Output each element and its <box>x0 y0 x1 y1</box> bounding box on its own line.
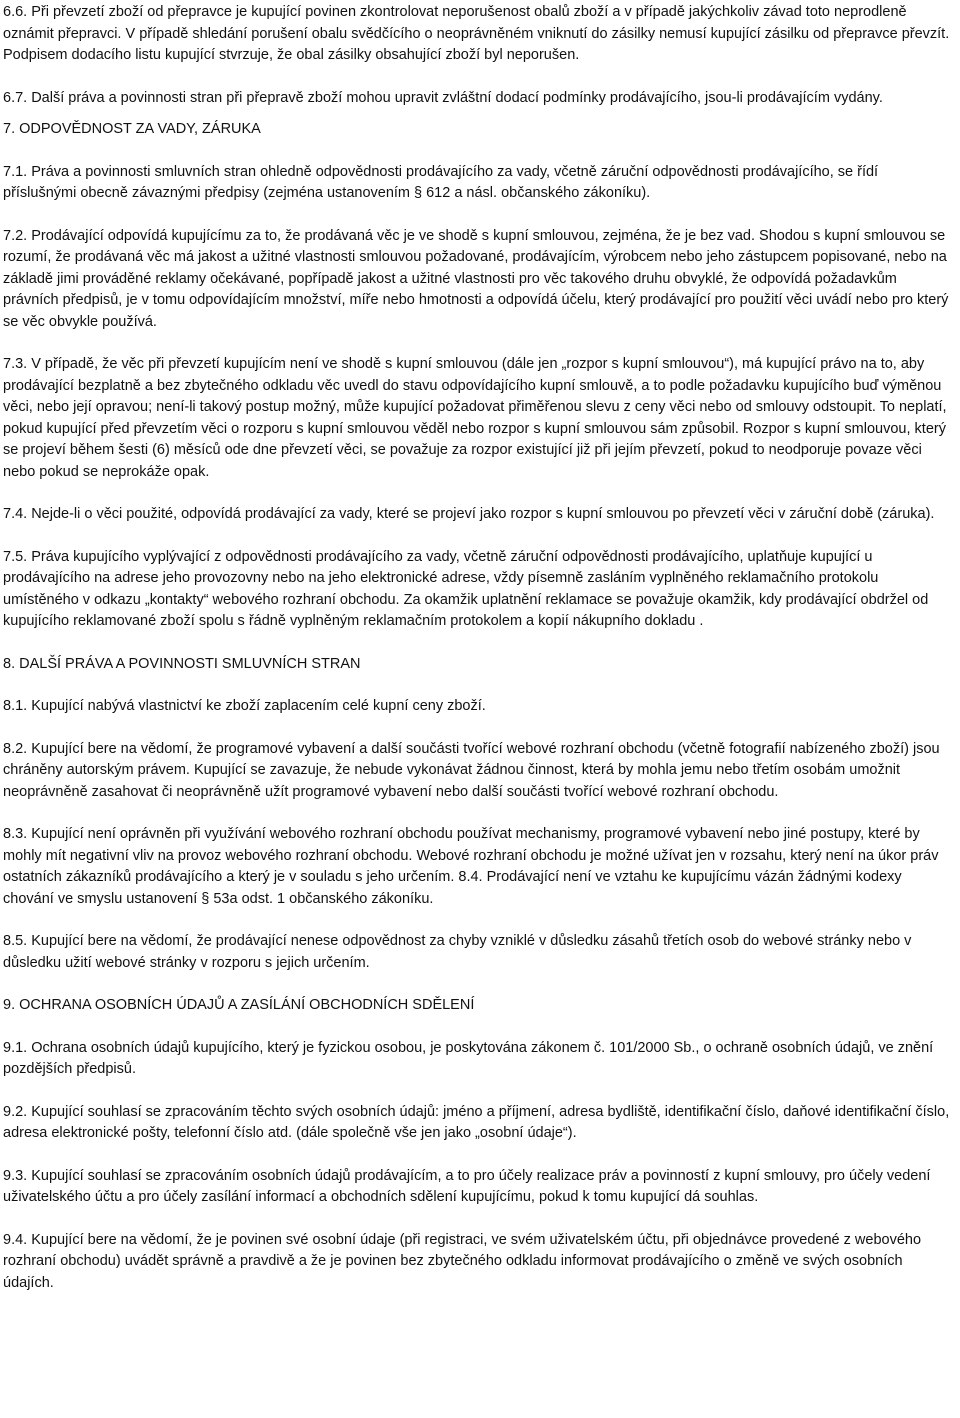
paragraph-8-5: 8.5. Kupující bere na vědomí, že prodávající nenese odpovědnost za chyby vzniklé v důsledku zásahů třetích osob do webové stránky nebo v důsledku užití webové stránky v rozporu s jejich určením. <box>3 933 912 971</box>
paragraph-9-4: 9.4. Kupující bere na vědomí, že je povinen své osobní údaje (při registraci, ve svém uživatelském účtu, při objednávce provedené z webového rozhraní obchodu) uvádět správně a pravdivě a že je povinen bez zbytečného odkladu informovat prodávajícího o změně ve svých osobních údajích. <box>3 1231 922 1291</box>
paragraph-7-5: 7.5. Práva kupujícího vyplývající z odpovědnosti prodávajícího za vady, včetně záruční odpovědnosti prodávajícího, uplatňuje kupující u prodávajícího na adrese jeho provozovny nebo na jeho elektronické adrese, vždy písemně zasláním vyplněného reklamačního protokolu umístěného v odkazu „kontakty“ webového rozhraní obchodu. Za okamžik uplatnění reklamace se považuje okamžik, kdy prodávající obdržel od kupujícího reklamované zboží spolu s řádně vyplněným reklamačním protokolem a kopií nákupního dokladu . <box>3 548 929 629</box>
paragraph-7-3: 7.3. V případě, že věc při převzetí kupujícím není ve shodě s kupní smlouvou (dále jen „rozpor s kupní smlouvou“), má kupující právo na to, aby prodávající bezplatně a bez zbytečného odkladu věc uvedl do stavu odpovídajícího kupní smlouvě, a to podle požadavku kupujícího buď výměnou věci, nebo její opravou; není-li takový postup možný, může kupující požadovat přiměřenou slevu z ceny věci nebo od smlouvy odstoupit. To neplatí, pokud kupující před převzetím věci o rozporu s kupní smlouvou věděl nebo rozpor s kupní smlouvou sám způsobil. Rozpor s kupní smlouvou, který se projeví během šesti (6) měsíců ode dne převzetí věci, se považuje za rozpor existující již při jejím převzetí, pokud to neodporuje povaze věci nebo pokud se neprokáže opak. <box>3 356 947 480</box>
paragraph-9-1: 9.1. Ochrana osobních údajů kupujícího, který je fyzickou osobou, je poskytována zákonem č. 101/2000 Sb., o ochraně osobních údajů, ve znění pozdějších předpisů. <box>3 1039 934 1077</box>
paragraph-9-2: 9.2. Kupující souhlasí se zpracováním těchto svých osobních údajů: jméno a příjmení, adresa bydliště, identifikační číslo, daňové identifikační číslo, adresa elektronické pošty, telefonní číslo atd. (dále společně vše jen jako „osobní údaje“). <box>3 1103 950 1141</box>
paragraph-8-1: 8.1. Kupující nabývá vlastnictví ke zboží zaplacením celé kupní ceny zboží. <box>3 698 486 714</box>
paragraph-6-6: 6.6. Při převzetí zboží od přepravce je kupující povinen zkontrolovat neporušenost obalů zboží a v případě jakýchkoliv závad toto neprodleně oznámit přepravci. V případě shledání porušení obalu svědčícího o neoprávněném vniknutí do zásilky nemusí kupující zásilku od přepravce převzít. Podpisem dodacího listu kupující stvrzuje, že obal zásilky obsahující zboží byl neporušen. <box>3 4 950 63</box>
paragraph-7-4: 7.4. Nejde-li o věci použité, odpovídá prodávající za vady, které se projeví jako rozpor s kupní smlouvou po převzetí věci v záruční době (záruka). <box>3 506 935 522</box>
paragraph-7-1: 7.1. Práva a povinnosti smluvních stran ohledně odpovědnosti prodávajícího za vady, včetně záruční odpovědnosti prodávajícího, se řídí příslušnými obecně závaznými předpisy (zejména ustanovením § 612 a násl. občanského zákoníku). <box>3 163 879 201</box>
section-heading-7: 7. ODPOVĚDNOST ZA VADY, ZÁRUKA <box>3 121 261 137</box>
section-heading-8: 8. DALŠÍ PRÁVA A POVINNOSTI SMLUVNÍCH STRAN <box>3 655 361 672</box>
paragraph-8-2: 8.2. Kupující bere na vědomí, že programové vybavení a další součásti tvořící webové rozhraní obchodu (včetně fotografií nabízeného zboží) jsou chráněny autorským právem. Kupující se zavazuje, že nebude vykonávat žádnou činnost, která by mohla jemu nebo třetím osobám umožnit neoprávněně zasahovat či neoprávněně užít programové vybavení nebo další součásti tvořící webové rozhraní obchodu. <box>3 740 940 800</box>
section-heading-9: 9. OCHRANA OSOBNÍCH ÚDAJŮ A ZASÍLÁNÍ OBCHODNÍCH SDĚLENÍ <box>3 997 475 1013</box>
paragraph-9-3: 9.3. Kupující souhlasí se zpracováním osobních údajů prodávajícím, a to pro účely realizace práv a povinností z kupní smlouvy, pro účely vedení uživatelského účtu a pro účely zasílání informací a obchodních sdělení kupujícímu, pokud k tomu kupující dá souhlas. <box>3 1167 931 1205</box>
paragraph-6-7: 6.7. Další práva a povinnosti stran při přepravě zboží mohou upravit zvláštní dodací podmínky prodávajícího, jsou-li prodávajícím vydány. <box>3 89 883 106</box>
paragraph-8-3: 8.3. Kupující není oprávněn při využívání webového rozhraní obchodu používat mechanismy, programové vybavení nebo jiné postupy, které by mohly mít negativní vliv na provoz webového rozhraní obchodu. Webové rozhraní obchodu je možné užívat jen v rozsahu, který není na úkor práv ostatních zákazníků prodávajícího a který je v souladu s jeho určením. 8.4. Prodávající není ve vztahu ke kupujícímu vázán žádnými kodexy chování ve smyslu ustanovení § 53a odst. 1 občanského zákoníku. <box>3 826 939 907</box>
paragraph-7-2: 7.2. Prodávající odpovídá kupujícímu za to, že prodávaná věc je ve shodě s kupní smlouvou, zejména, že je bez vad. Shodou s kupní smlouvou se rozumí, že prodávaná věc má jakost a užitné vlastnosti smlouvou požadované, prodávajícím, výrobcem nebo jeho zástupcem popisované, nebo na základě jimi prováděné reklamy očekávané, popřípadě jakost a užitné vlastnosti pro věc takového druhu obvyklé, že odpovídá požadavkům právních předpisů, je v tomu odpovídajícím množství, míře nebo hmotnosti a odpovídá účelu, který prodávající pro použití věci uvádí nebo pro který se věc obvykle používá. <box>3 227 949 330</box>
